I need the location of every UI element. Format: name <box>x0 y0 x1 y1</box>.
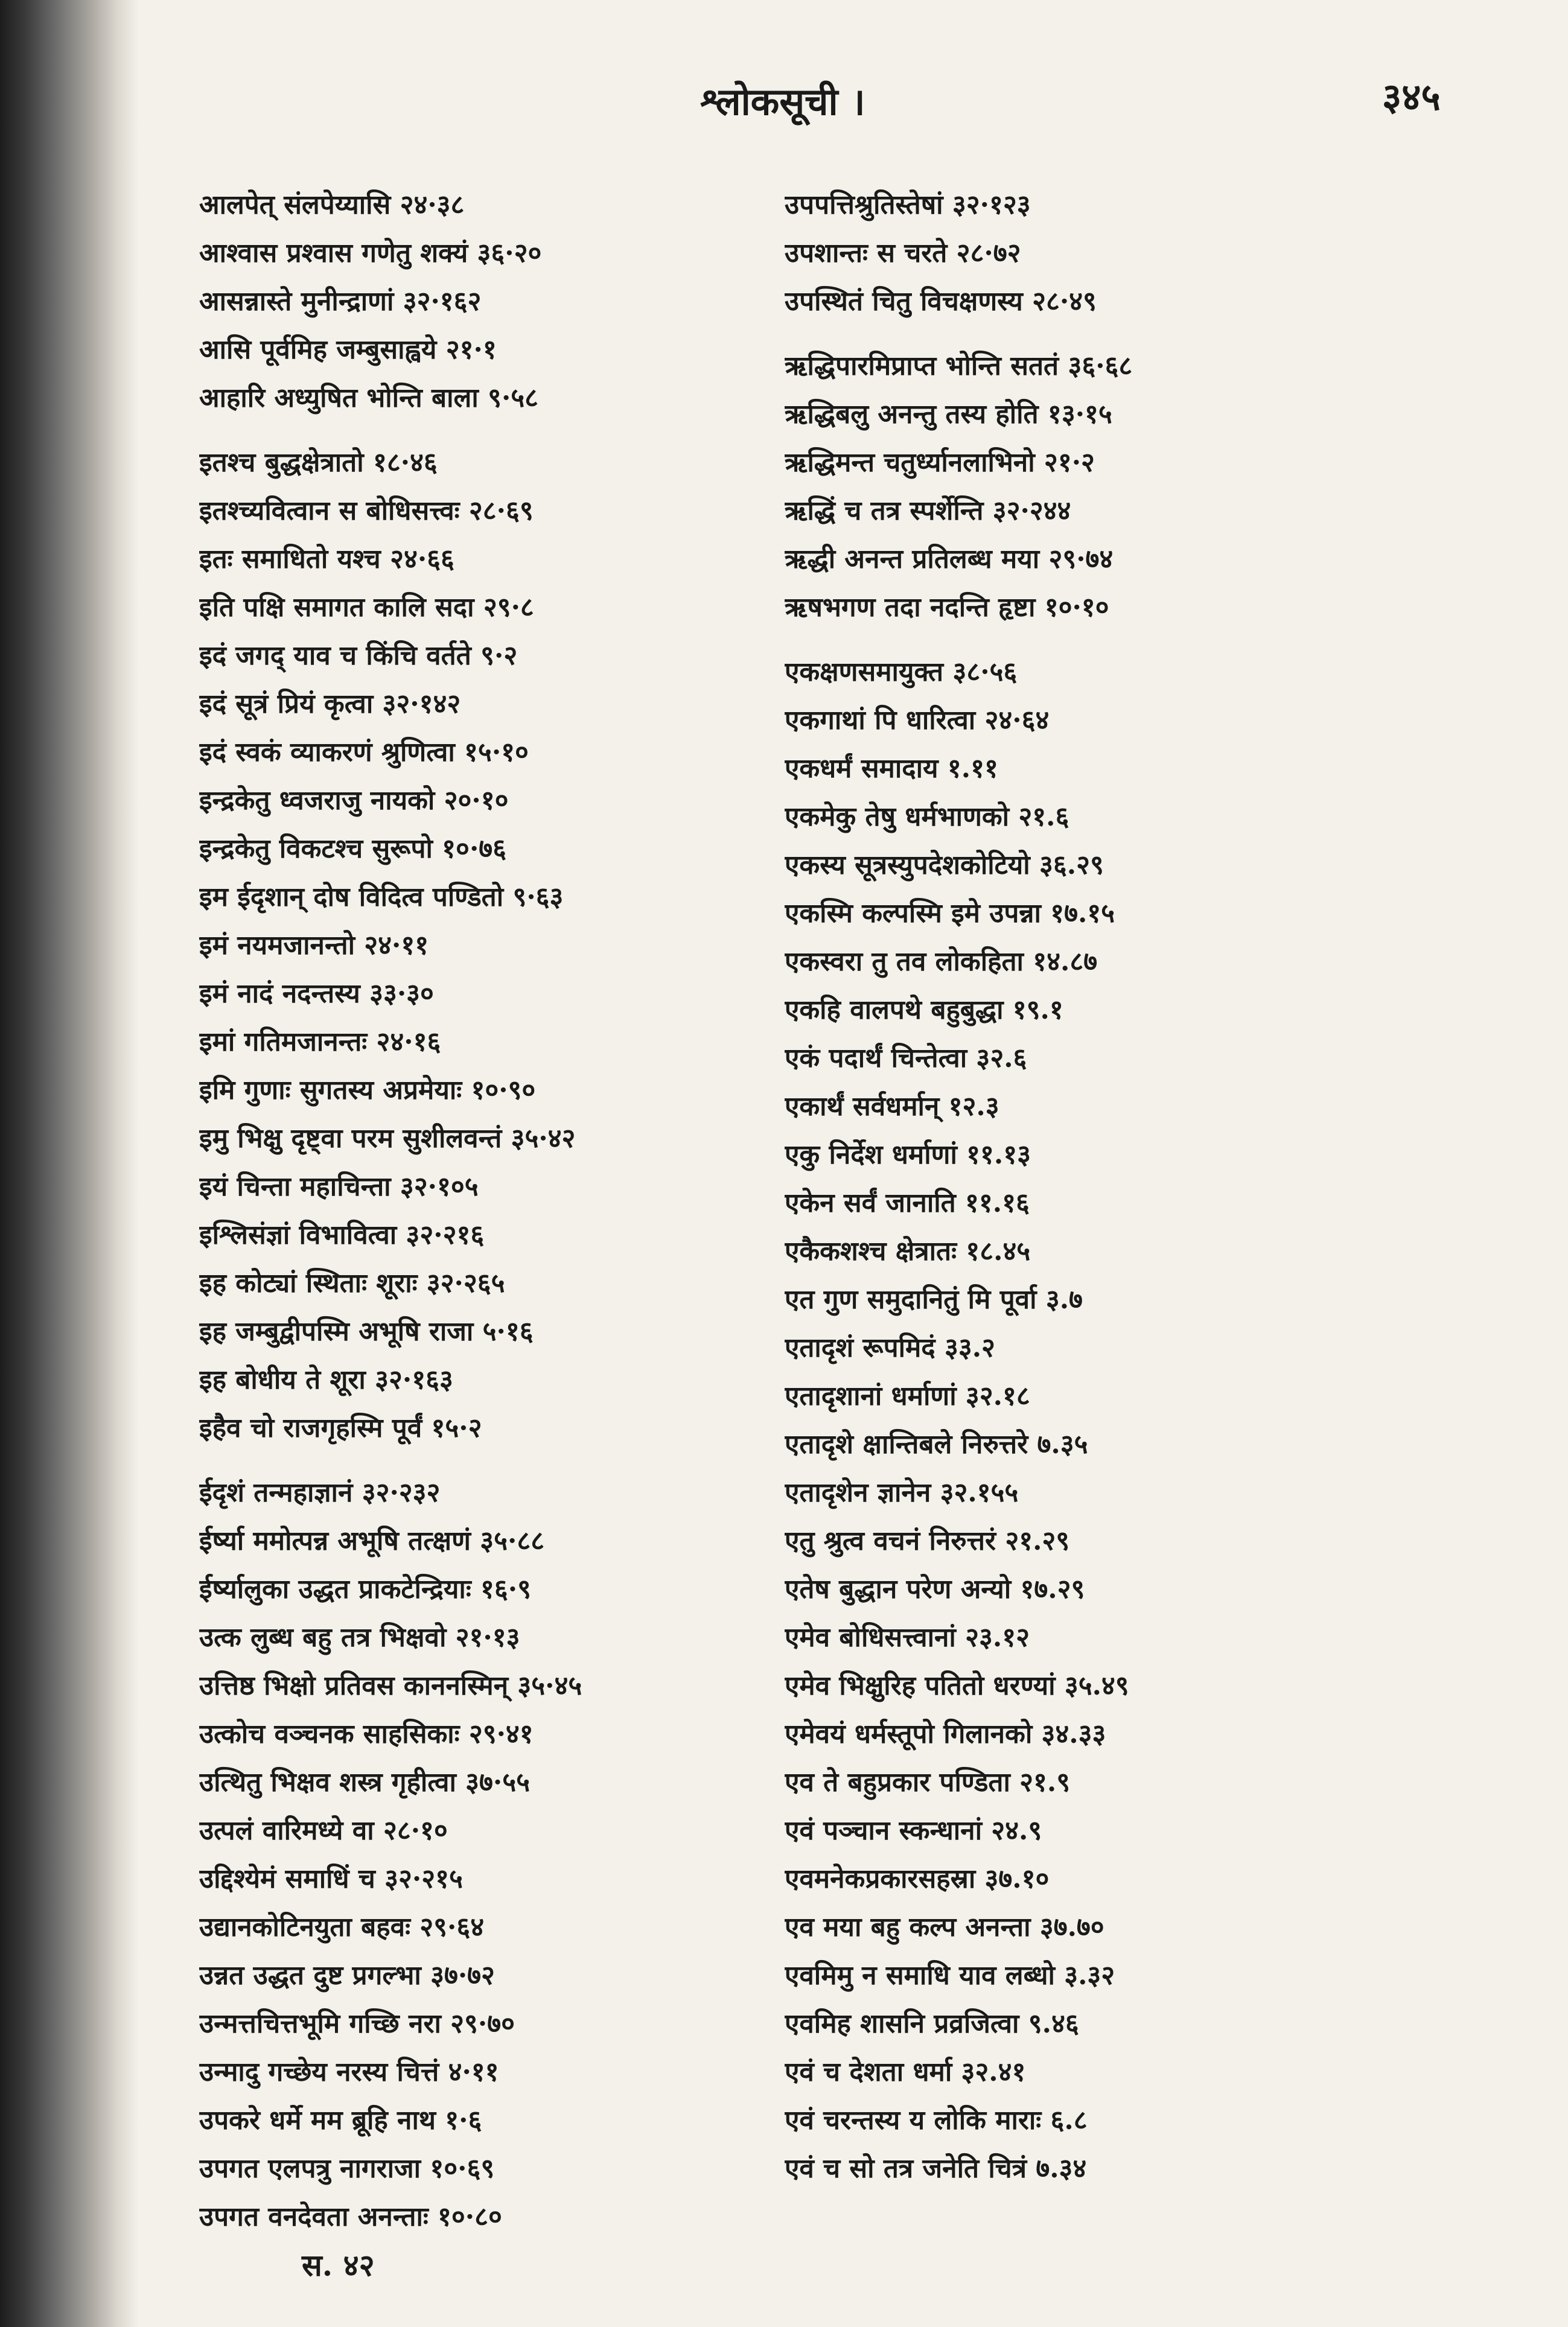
verse-index-entry: इमु भिक्षु दृष्ट्वा परम सुशीलवन्तं ३५·४२ <box>199 1123 576 1154</box>
group-gap <box>199 422 809 439</box>
verse-index-entry: आलपेत् संलपेय्यासि २४·३८ <box>199 189 465 220</box>
verse-index-entry: ईर्ष्या ममोत्पन्न अभूषि तत्क्षणं ३५·८८ <box>199 1526 545 1556</box>
verse-index-entry: उत्तिष्ठ भिक्षो प्रतिवस काननस्मिन् ३५·४५ <box>199 1670 582 1701</box>
verse-index-entry: उपगत वनदेवता अनन्ताः १०·८० <box>199 2201 502 2232</box>
verse-index-entry: एकहि वालपथे बहुबुद्धा १९.१ <box>785 995 1063 1025</box>
verse-index-entry: एवं चरन्तस्य य लोकि माराः ६.८ <box>785 2105 1088 2136</box>
verse-index-entry: उत्थितु भिक्षव शस्त्र गृहीत्वा ३७·५५ <box>199 1767 531 1798</box>
verse-index-entry: इमि गुणाः सुगतस्य अप्रमेयाः १०·९० <box>199 1075 536 1106</box>
verse-index-entry: इह जम्बुद्वीपस्मि अभूषि राजा ५·१६ <box>199 1316 534 1347</box>
verse-index-entry: इह कोट्यां स्थिताः शूराः ३२·२६५ <box>199 1268 505 1299</box>
verse-index-entry: एकेन सर्वं जानाति ११.१६ <box>785 1188 1030 1218</box>
verse-index-entry: एव ते बहुप्रकार पण्डिता २१.९ <box>785 1767 1071 1798</box>
verse-index-entry: इमं नयमजानन्तो २४·११ <box>199 930 429 961</box>
verse-index-entry: इमां गतिमजानन्तः २४·१६ <box>199 1027 441 1057</box>
verse-index-entry: एतादृशानां धर्माणां ३२.१८ <box>785 1381 1030 1412</box>
signature-mark: स. ४२ <box>302 2247 375 2283</box>
verse-index-entry: इदं जगद् याव च किंचि वर्तते ९·२ <box>199 640 518 671</box>
verse-index-entry: एमेवयं धर्मस्तूपो गिलानको ३४.३३ <box>785 1719 1106 1749</box>
verse-index-entry: इमं नादं नदन्तस्य ३३·३० <box>199 978 434 1009</box>
verse-index-entry: ऋद्धिमन्त चतुर्ध्यानलाभिनो २१·२ <box>785 447 1095 478</box>
verse-index-entry: एत गुण समुदानितुं मि पूर्वा ३.७ <box>785 1284 1083 1315</box>
verse-index-entry: इह बोधीय ते शूरा ३२·१६३ <box>199 1364 453 1395</box>
verse-index-entry: उद्यानकोटिनयुता बहवः २९·६४ <box>199 1912 485 1943</box>
verse-index-entry: एतादृशं रूपमिदं ३३.२ <box>785 1332 995 1363</box>
verse-index-entry: ऋषभगण तदा नदन्ति हृष्टा १०·१० <box>785 592 1109 623</box>
verse-index-entry: उन्नत उद्धत दुष्ट प्रगल्भा ३७·७२ <box>199 1960 495 1991</box>
verse-index-entry: एकगाथां पि धारित्वा २४·६४ <box>785 705 1050 736</box>
verse-index-entry: एकु निर्देश धर्माणां ११.१३ <box>785 1139 1031 1170</box>
verse-index-entry: उन्मत्तचित्तभूमि गच्छि नरा २९·७० <box>199 2008 515 2039</box>
verse-index-entry: आहारि अध्युषित भोन्ति बाला ९·५८ <box>199 383 539 413</box>
verse-index-entry: आश्वास प्रश्वास गणेतु शक्यं ३६·२० <box>199 238 542 269</box>
verse-index-entry: ईर्ष्यालुका उद्धत प्राकटेन्द्रियाः १६·९ <box>199 1574 531 1605</box>
page-title: श्लोकसूची । <box>700 80 865 124</box>
verse-index-entry: उपगत एलपत्रु नागराजा १०·६९ <box>199 2153 495 2184</box>
verse-index-entry: उपशान्तः स चरते २८·७२ <box>785 238 1021 269</box>
verse-index-entry: इश्लिसंज्ञां विभावित्वा ३२·२१६ <box>199 1220 485 1250</box>
verse-index-entry: एवं पञ्चान स्कन्धानां २४.९ <box>785 1815 1042 1846</box>
verse-index-entry: आसि पूर्वमिह जम्बुसाह्वये २१·१ <box>199 334 497 365</box>
verse-index-entry: इदं स्वकं व्याकरणं श्रुणित्वा १५·१० <box>199 737 529 768</box>
verse-index-entry: एकक्षणसमायुक्त ३८·५६ <box>785 657 1018 687</box>
verse-index-entry: एकैकशश्च क्षेत्रातः १८.४५ <box>785 1236 1031 1267</box>
verse-index-entry: एतादृशे क्षान्तिबले निरुत्तरे ७.३५ <box>785 1429 1088 1460</box>
verse-index-entry: उत्पलं वारिमध्ये वा २८·१० <box>199 1815 448 1846</box>
verse-index-entry: उद्दिश्येमं समाधिं च ३२·२१५ <box>199 1864 463 1894</box>
verse-index-entry: इदं सूत्रं प्रियं कृत्वा ३२·१४२ <box>199 689 461 719</box>
verse-index-entry: एमेव भिक्षुरिह पतितो धरण्यां ३५.४९ <box>785 1670 1129 1701</box>
verse-index-entry: आसन्नास्ते मुनीन्द्राणां ३२·१६२ <box>199 286 482 317</box>
verse-index-entry: इन्द्रकेतु ध्वजराजु नायको २०·१० <box>199 785 509 816</box>
verse-index-entry: एवं च देशता धर्मा ३२.४१ <box>785 2057 1026 2087</box>
verse-index-entry: इम ईदृशान् दोष विदित्व पण्डितो ९·६३ <box>199 882 564 912</box>
verse-index-entry: एवमनेकप्रकारसहस्रा ३७.१० <box>785 1864 1050 1894</box>
verse-index-entry: एतेष बुद्धान परेण अन्यो १७.२९ <box>785 1574 1085 1605</box>
verse-index-entry: उपस्थितं चितु विचक्षणस्य २८·४९ <box>785 286 1097 317</box>
verse-index-entry: ऋद्धिपारमिप्राप्त भोन्ति सततं ३६·६८ <box>785 351 1133 381</box>
group-gap <box>785 326 1394 342</box>
verse-index-entry: इति पक्षि समागत कालि सदा २९·८ <box>199 592 534 623</box>
verse-index-entry: एवमिह शासनि प्रव्रजित्वा ९.४६ <box>785 2008 1079 2039</box>
verse-index-entry: ऋद्धिबलु अनन्तु तस्य होति १३·१५ <box>785 399 1112 430</box>
verse-index-entry: एतु श्रुत्व वचनं निरुत्तरं २१.२९ <box>785 1526 1070 1556</box>
verse-index-entry: एकस्य सूत्रस्युपदेशकोटियो ३६.२९ <box>785 850 1104 880</box>
verse-index-entry: एवमिमु न समाधि याव लब्धो ३.३२ <box>785 1960 1115 1991</box>
verse-index-entry: एतादृशेन ज्ञानेन ३२.१५५ <box>785 1477 1019 1508</box>
page-number: ३४५ <box>1382 75 1441 119</box>
verse-index-entry: एकस्मि कल्पस्मि इमे उपन्ना १७.१५ <box>785 898 1115 929</box>
verse-index-entry: इयं चिन्ता महाचिन्ता ३२·१०५ <box>199 1171 479 1202</box>
verse-index-entry: एकस्वरा तु तव लोकहिता १४.८७ <box>785 946 1098 977</box>
verse-index-entry: ईदृशं तन्महाज्ञानं ३२·२३२ <box>199 1477 441 1508</box>
verse-index-entry: एव मया बहु कल्प अनन्ता ३७.७० <box>785 1912 1104 1943</box>
verse-index-entry: एवं च सो तत्र जनेति चित्रं ७.३४ <box>785 2153 1087 2184</box>
verse-index-entry: एकधर्मं समादाय १.११ <box>785 753 998 784</box>
verse-index-entry: उपकरे धर्मे मम ब्रूहि नाथ १·६ <box>199 2105 482 2136</box>
verse-index-entry: इतः समाधितो यश्च २४·६६ <box>199 544 454 575</box>
group-gap <box>785 632 1394 648</box>
scan-shadow-edge <box>0 0 139 2327</box>
verse-index-entry: ऋद्धिं च तत्र स्पर्शेन्ति ३२·२४४ <box>785 495 1071 526</box>
verse-index-entry: उत्कोच वञ्चनक साहसिकाः २९·४१ <box>199 1719 534 1749</box>
verse-index-entry: इहैव चो राजगृहस्मि पूर्वं १५·२ <box>199 1413 482 1444</box>
verse-index-entry: एकमेकु तेषु धर्मभाणको २१.६ <box>785 801 1069 832</box>
left-verse-column <box>199 181 809 2241</box>
verse-index-entry: इन्द्रकेतु विकटश्च सुरूपो १०·७६ <box>199 833 507 864</box>
verse-index-entry: एकं पदार्थं चिन्तेत्वा ३२.६ <box>785 1043 1027 1074</box>
verse-index-entry: इतश्च बुद्धक्षेत्रातो १८·४६ <box>199 447 438 478</box>
verse-index-entry: उन्मादु गच्छेय नरस्य चित्तं ४·११ <box>199 2057 499 2087</box>
verse-index-entry: एमेव बोधिसत्त्वानां २३.१२ <box>785 1622 1030 1653</box>
verse-index-entry: उपपत्तिश्रुतिस्तेषां ३२·१२३ <box>785 189 1031 220</box>
group-gap <box>199 1453 809 1469</box>
verse-index-entry: उत्क लुब्ध बहु तत्र भिक्षवो २१·१३ <box>199 1622 520 1653</box>
verse-index-entry: एकार्थं सर्वधर्मान् १२.३ <box>785 1091 999 1122</box>
verse-index-entry: ऋद्धी अनन्त प्रतिलब्ध मया २९·७४ <box>785 544 1114 575</box>
right-verse-column <box>785 181 1394 2193</box>
verse-index-entry: इतश्च्यवित्वान स बोधिसत्त्वः २८·६९ <box>199 495 534 526</box>
page-header <box>0 75 1568 142</box>
